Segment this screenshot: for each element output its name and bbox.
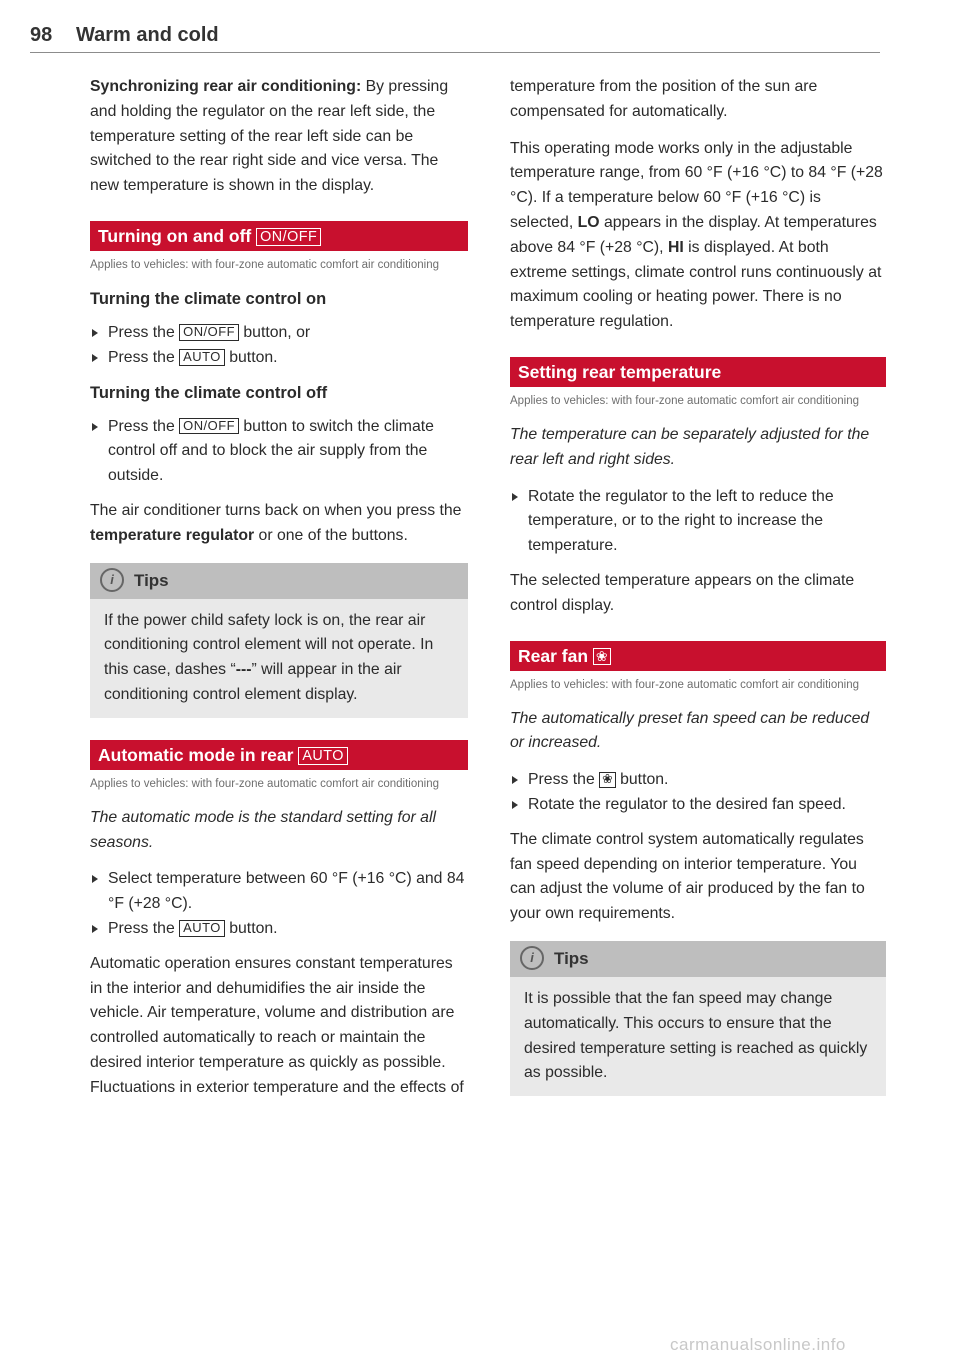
climate-on-heading: Turning the climate control on bbox=[90, 289, 327, 308]
tips-title: Tips bbox=[134, 570, 169, 590]
rear-fan-intro: The automatically preset fan speed can be reduced or increased. bbox=[510, 709, 870, 752]
left-column bbox=[90, 75, 468, 1113]
page-header bbox=[30, 22, 880, 53]
step-text: button to switch the climate control off and to block the air supply from the outside. bbox=[108, 417, 434, 485]
auto-key: AUTO bbox=[179, 349, 225, 366]
auto-intro: The automatic mode is the standard setting for all seasons. bbox=[90, 808, 436, 851]
step-text: button. bbox=[224, 919, 278, 937]
right-column bbox=[510, 75, 886, 1114]
para-text: is displayed. At both extreme settings, climate control runs continuously at maximum cooling or heating power. There is no temperature regulation. bbox=[510, 238, 882, 331]
step-text: Select temperature between 60 °F (+16 °C) and 84 °F (+28 °C). bbox=[108, 870, 465, 913]
tips-text: If the power child safety lock is on, the rear air conditioning control element will not operate. In this case, dashes “ bbox=[104, 611, 434, 679]
auto-key: AUTO bbox=[179, 920, 225, 937]
lo-label: LO bbox=[577, 213, 600, 231]
step-text: Press the bbox=[108, 919, 180, 937]
applies-note: Applies to vehicles: with four-zone automatic comfort air conditioning bbox=[90, 258, 440, 271]
arrow-bullet-icon bbox=[512, 801, 518, 809]
step-text: Press the bbox=[108, 348, 180, 366]
arrow-bullet-icon bbox=[92, 925, 98, 933]
step-item bbox=[90, 321, 468, 346]
watermark: carmanualsonline.info bbox=[670, 1335, 846, 1354]
arrow-bullet-icon bbox=[92, 875, 98, 883]
auto-paragraph: Automatic operation ensures constant temperatures in the interior and dehumidifies the air inside the vehicle. Air temperature, volume and distribution are controlled automatically to reach or maintain the desired interior temperature as quickly as possible. Fluctuations in exterior temperature and the effects of bbox=[90, 954, 464, 1096]
tips-header bbox=[90, 563, 468, 599]
rear-temp-paragraph: The selected temperature appears on the climate control display. bbox=[510, 571, 855, 614]
rear-fan-paragraph: The climate control system automatically regulates fan speed depending on interior temperature. You can adjust the volume of air produced by the fan to your own requirements. bbox=[510, 830, 865, 923]
step-item bbox=[90, 415, 468, 489]
turning-title: Turning on and off bbox=[98, 225, 252, 246]
step-item bbox=[90, 917, 468, 942]
step-text: button. bbox=[224, 348, 278, 366]
auto-key: AUTO bbox=[298, 747, 348, 766]
step-text: Press the bbox=[528, 771, 600, 789]
para-bold: temperature regulator bbox=[90, 526, 255, 544]
step-text: button. bbox=[615, 771, 669, 789]
applies-note: Applies to vehicles: with four-zone automatic comfort air conditioning bbox=[510, 394, 860, 407]
rear-temperature-heading bbox=[510, 357, 886, 387]
auto-steps bbox=[90, 867, 468, 941]
rear-fan-heading bbox=[510, 641, 886, 671]
arrow-bullet-icon bbox=[92, 423, 98, 431]
step-text: Press the bbox=[108, 417, 180, 435]
para-text: This operating mode works only in the adjustable temperature range, from 60 °F (+16 °C) to 84 °F (+28 °C). If a temperature below 60 °F (+16 °C) is selected, bbox=[510, 139, 883, 231]
step-item bbox=[90, 867, 468, 917]
hi-label: HI bbox=[667, 238, 684, 256]
para-text: or one of the buttons. bbox=[254, 526, 408, 544]
applies-note: Applies to vehicles: with four-zone automatic comfort air conditioning bbox=[90, 777, 440, 790]
arrow-bullet-icon bbox=[92, 329, 98, 337]
rear-temp-title: Setting rear temperature bbox=[518, 361, 722, 382]
auto-title: Automatic mode in rear bbox=[98, 744, 294, 765]
info-icon: i bbox=[520, 946, 544, 970]
para-text: appears in the display. At temperatures above 84 °F (+28 °C), bbox=[510, 213, 877, 256]
climate-on-steps bbox=[90, 321, 468, 371]
step-item bbox=[510, 768, 886, 793]
applies-note: Applies to vehicles: with four-zone automatic comfort air conditioning bbox=[510, 678, 860, 691]
tips-dashes: --- bbox=[235, 661, 252, 679]
continued-paragraph: temperature from the position of the sun are compensated for automatically. bbox=[510, 78, 818, 120]
step-text: Rotate the regulator to the desired fan speed. bbox=[528, 795, 846, 813]
arrow-bullet-icon bbox=[512, 493, 518, 501]
step-item bbox=[510, 793, 886, 818]
on-off-key: ON/OFF bbox=[256, 228, 321, 247]
info-icon: i bbox=[100, 568, 124, 592]
turning-on-off-heading bbox=[90, 221, 468, 251]
tips-text: ” will appear in the air conditioning control element display. bbox=[104, 661, 402, 703]
fan-icon: ❀ bbox=[599, 772, 616, 788]
tips-box bbox=[510, 941, 886, 1096]
range-paragraph bbox=[510, 137, 886, 335]
on-off-key: ON/OFF bbox=[179, 418, 239, 435]
fan-icon: ❀ bbox=[593, 648, 611, 665]
sync-paragraph bbox=[90, 75, 468, 199]
para-text: The air conditioner turns back on when you press the bbox=[90, 501, 462, 519]
step-text: Press the bbox=[108, 323, 180, 341]
tips-header bbox=[510, 941, 886, 977]
step-text: Rotate the regulator to the left to reduce the temperature, or to the right to increase the temperature. bbox=[528, 487, 834, 555]
tips-body: It is possible that the fan speed may change automatically. This occurs to ensure that the desired temperature setting is reached as quickly as possible. bbox=[524, 989, 868, 1082]
automatic-mode-heading bbox=[90, 740, 468, 770]
page-number: 98 bbox=[30, 24, 53, 46]
climate-off-heading: Turning the climate control off bbox=[90, 383, 328, 402]
section-title: Warm and cold bbox=[76, 24, 219, 46]
arrow-bullet-icon bbox=[92, 354, 98, 362]
step-text: button, or bbox=[239, 323, 311, 341]
rear-temp-steps bbox=[510, 485, 886, 559]
tips-body bbox=[90, 599, 468, 718]
tips-title: Tips bbox=[554, 948, 589, 968]
sync-text: By pressing and holding the regulator on the rear left side, the temperature setting of the rear left side can be switched to the rear right side and vice versa. The new temperature is shown in the display. bbox=[90, 78, 449, 195]
arrow-bullet-icon bbox=[512, 776, 518, 784]
step-item bbox=[90, 346, 468, 371]
tips-box bbox=[90, 563, 468, 718]
climate-off-steps bbox=[90, 415, 468, 489]
on-off-key: ON/OFF bbox=[179, 324, 239, 341]
step-item bbox=[510, 485, 886, 559]
rear-temp-intro: The temperature can be separately adjusted for the rear left and right sides. bbox=[510, 425, 870, 468]
sync-label: Synchronizing rear air conditioning: bbox=[90, 78, 362, 95]
turn-back-on-paragraph bbox=[90, 499, 468, 549]
rear-fan-title: Rear fan bbox=[518, 645, 589, 666]
rear-fan-steps bbox=[510, 768, 886, 818]
